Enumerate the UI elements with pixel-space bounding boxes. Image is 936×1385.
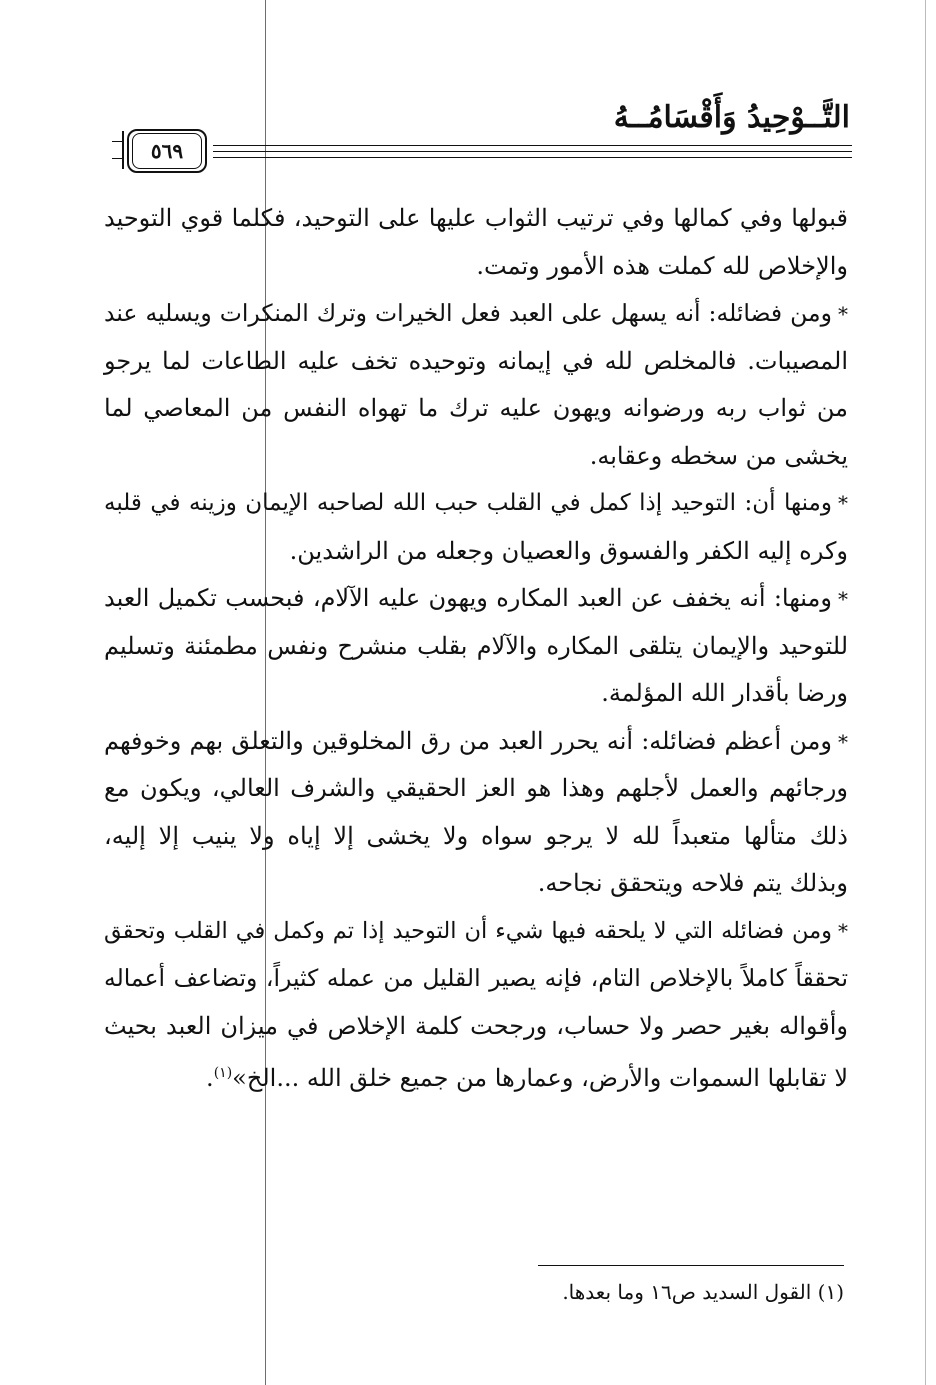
text-line: [104, 531, 848, 571]
line-text: ذلك متألها متعبداً لله لا يرجو سواه ولا يخشى إلا إياه ولا ينيب إلا إليه،: [104, 821, 848, 850]
bullet-asterisk-icon: *: [838, 587, 848, 611]
line-text: ومنها: أنه يخفف عن العبد المكاره ويهون عليه الآلام، فبحسب تكميل العبد: [104, 584, 832, 612]
text-line: [104, 293, 848, 333]
final-period: .: [206, 1064, 214, 1092]
line-text: والإخلاص لله كملت هذه الأمور وتمت.: [476, 251, 848, 280]
text-line: [104, 911, 848, 951]
footnote-separator: [538, 1265, 844, 1266]
text-line: [104, 816, 848, 856]
page-number-ornament: [122, 131, 124, 169]
footnote-marker: (١): [213, 1065, 233, 1081]
bullet-asterisk-icon: *: [838, 729, 848, 754]
bullet-asterisk-icon: *: [838, 302, 848, 326]
header-rule: [213, 145, 852, 146]
line-text: من ثواب ربه ورضوانه ويهون عليه ترك ما تهواه النفس من المعاصي لما: [104, 394, 848, 422]
text-line: [104, 578, 848, 618]
line-text: وأقواله بغير حصر ولا حساب، ورجحت كلمة الإخلاص في ميزان العبد بحيث: [104, 1011, 848, 1040]
text-line: [104, 483, 848, 523]
footnote: (١) القول السديد ص١٦ وما بعدها.: [562, 1280, 844, 1304]
text-line: [104, 1053, 848, 1093]
line-text: المصيبات. فالمخلص لله في إيمانه وتوحيده تخف عليه الطاعات لما يرجو: [104, 346, 848, 375]
bullet-asterisk-icon: *: [838, 491, 848, 515]
line-text: ومن فضائله: أنه يسهل على العبد فعل الخيرات وترك المنكرات ويسليه عند: [104, 299, 832, 327]
line-text: ومنها أن: التوحيد إذا كمل في القلب حبب الله لصاحبه الإيمان وزينه في قلبه: [104, 490, 832, 516]
line-text: للتوحيد والإيمان يتلقى المكاره والآلام بقلب منشرح ونفس مطمئنة وتسليم: [104, 631, 848, 660]
line-text: تحققاً كاملاً بالإخلاص التام، فإنه يصير القليل من عمله كثيراً، وتضاعف أعماله: [104, 964, 848, 992]
line-text: ورجائهم والعمل لأجلهم وهذا هو العز الحقيقي والشرف العالي، ويكون مع: [104, 774, 848, 802]
text-line: [104, 768, 848, 808]
text-line: [104, 246, 848, 286]
text-line: [104, 436, 848, 476]
line-text: يخشى من سخطه وعقابه.: [589, 441, 848, 470]
running-header-title: التَّــوْحِيدُ وَأَقْسَامُــهُ: [613, 100, 850, 135]
line-text: قبولها وفي كمالها وفي ترتيب الثواب عليها على التوحيد، فكلما قوي التوحيد: [104, 204, 848, 232]
text-line: [104, 673, 848, 713]
scan-artifact-edge: [925, 0, 926, 1385]
line-text: لا تقابلها السموات والأرض، وعمارها من جميع خلق الله ...الخ»: [232, 1064, 848, 1092]
text-line: [104, 958, 848, 998]
bullet-asterisk-icon: *: [838, 918, 848, 943]
text-line: [104, 388, 848, 428]
text-line: [104, 341, 848, 381]
line-text: وكره إليه الكفر والفسوق والعصيان وجعله من الراشدين.: [289, 536, 848, 565]
text-line: [104, 198, 848, 238]
text-line: [104, 626, 848, 666]
text-line: [104, 863, 848, 903]
header-rule: [213, 151, 852, 152]
text-line: [104, 721, 848, 761]
line-text: ورضا بأقدار الله المؤلمة.: [601, 679, 848, 707]
text-line: [104, 1006, 848, 1046]
line-text: ومن فضائله التي لا يلحقه فيها شيء أن التوحيد إذا تم وكمل في القلب وتحقق: [104, 917, 832, 944]
page-number: ٥٦٩: [132, 133, 202, 169]
header-rule: [213, 157, 852, 158]
line-text: وبذلك يتم فلاحه ويتحقق نجاحه.: [537, 869, 848, 897]
line-text: ومن أعظم فضائله: أنه يحرر العبد من رق المخلوقين والتعلق بهم وخوفهم: [104, 726, 832, 755]
